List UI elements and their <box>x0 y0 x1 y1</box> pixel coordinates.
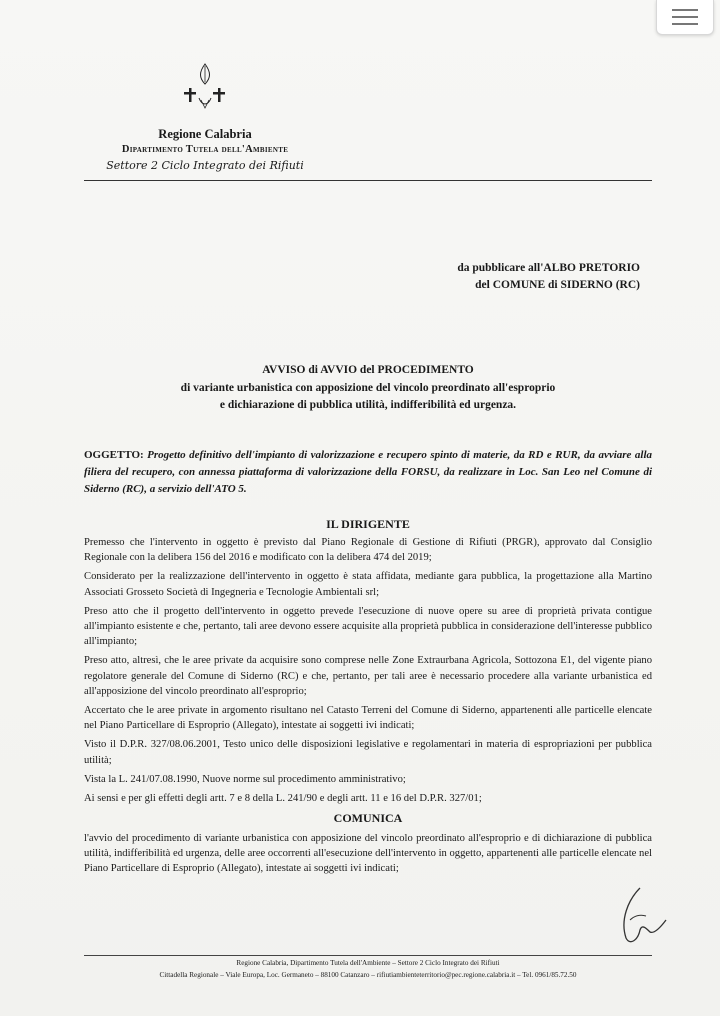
subject-label: OGGETTO: <box>84 449 144 461</box>
premise-paragraph: Preso atto, altresì, che le aree private da acquisire sono comprese nelle Zone Extraurbana Agricola, Sottozona E1, del vigente piano regolatore generale del Comune di Siderno (RC) e che, pertanto, per tali aree è necessario procedere alla variante urbanistica ed all'apposizione del vincolo preordinato all'esproprio; <box>84 655 652 697</box>
footer-line-2: Cittadella Regionale – Viale Europa, Loc. Germaneto – 88100 Catanzaro – rifiutiambienteterritorio@pec.regione.calabria.it – Tel. 0961/85.72.50 <box>159 971 577 979</box>
letterhead <box>80 60 330 172</box>
dirigente-heading: IL DIRIGENTE <box>326 517 410 531</box>
subject-text: Progetto definitivo dell'impianto di valorizzazione e recupero spinto di materie, da RD e RUR, da avviare alla filiera del recupero, con annessa piattaforma di valorizzazione della FORSU, da realizzare in Loc. San Leo nel Comune di Siderno (RC), a servizio dell'ATO 5. <box>84 449 652 495</box>
subject-block <box>84 447 652 498</box>
footer-line-1: Regione Calabria, Dipartimento Tutela dell'Ambiente – Settore 2 Ciclo Integrato dei Rifiuti <box>236 959 500 967</box>
notice-title-line-2: di variante urbanistica con apposizione del vincolo preordinato all'esproprio <box>180 381 556 394</box>
recipient-block <box>457 260 640 294</box>
comunica-body <box>84 831 652 881</box>
premise-paragraph: Considerato per la realizzazione dell'intervento in oggetto è stata affidata, mediante gara pubblica, la progettazione alla Martino Associati Grosseto Società di Ingegneria e Tecnologie Ambientali srl; <box>84 571 652 598</box>
recipient-line-1: da pubblicare all'ALBO PRETORIO <box>457 262 640 274</box>
hamburger-menu-icon[interactable] <box>656 0 714 35</box>
handwritten-signature <box>610 880 670 950</box>
premise-paragraph: Visto il D.P.R. 327/08.06.2001, Testo unico delle disposizioni legislative e regolamentari in materia di espropriazioni per pubblica utilità; <box>84 739 652 766</box>
regione-calabria-crest-icon <box>175 60 235 116</box>
recipient-line-2: del COMUNE di SIDERNO (RC) <box>475 279 640 291</box>
department-name: Dipartimento Tutela dell'Ambiente <box>121 144 289 155</box>
premise-paragraph: Vista la L. 241/07.08.1990, Nuove norme sul procedimento amministrativo; <box>84 773 406 785</box>
premise-paragraph: Ai sensi e per gli effetti degli artt. 7 e 8 della L. 241/90 e degli artt. 11 e 16 del D.P.R. 327/01; <box>84 793 482 805</box>
comunica-paragraph: l'avvio del procedimento di variante urbanistica con apposizione del vincolo preordinato all'esproprio e di dichiarazione di pubblica utilità, indifferibilità ed urgenza, delle aree occorrenti all'esecuzione dell'intervento in oggetto, appartenenti alle particelle elencate nel Piano Particellare di Esproprio (Allegato), intestate ai soggetti ivi indicati; <box>84 833 652 875</box>
header-divider <box>84 180 652 181</box>
notice-title <box>84 362 652 415</box>
dirigente-body <box>84 535 652 810</box>
notice-title-line-1: AVVISO di AVVIO del PROCEDIMENTO <box>262 364 474 376</box>
premise-paragraph: Accertato che le aree private in argomento risultano nel Catasto Terreni del Comune di Siderno, appartenenti alle particelle elencate nel Piano Particellare di Esproprio (Allegato), intestate ai soggetti ivi indicati; <box>84 705 652 732</box>
notice-title-line-3: e dichiarazione di pubblica utilità, indifferibilità ed urgenza. <box>219 399 517 411</box>
footer-divider <box>84 955 652 956</box>
sector-name: Settore 2 Ciclo Integrato dei Rifiuti <box>106 159 304 172</box>
premise-paragraph: Premesso che l'intervento in oggetto è previsto dal Piano Regionale di Gestione di Rifiuti (PRGR), approvato dal Consiglio Regionale con la delibera 156 del 2016 e modificato con la delibera 474 del 2019; <box>84 537 652 564</box>
region-name: Regione Calabria <box>158 127 252 141</box>
comunica-heading: COMUNICA <box>333 811 403 825</box>
footer <box>84 957 652 981</box>
premise-paragraph: Preso atto che il progetto dell'intervento in oggetto prevede l'esecuzione di nuove opere su aree di proprietà privata contigue all'impianto esistente e che, pertanto, tali aree devono essere acquisite alla proprietà pubblica in considerazione dell'interesse pubblico all'impianto; <box>84 605 653 648</box>
